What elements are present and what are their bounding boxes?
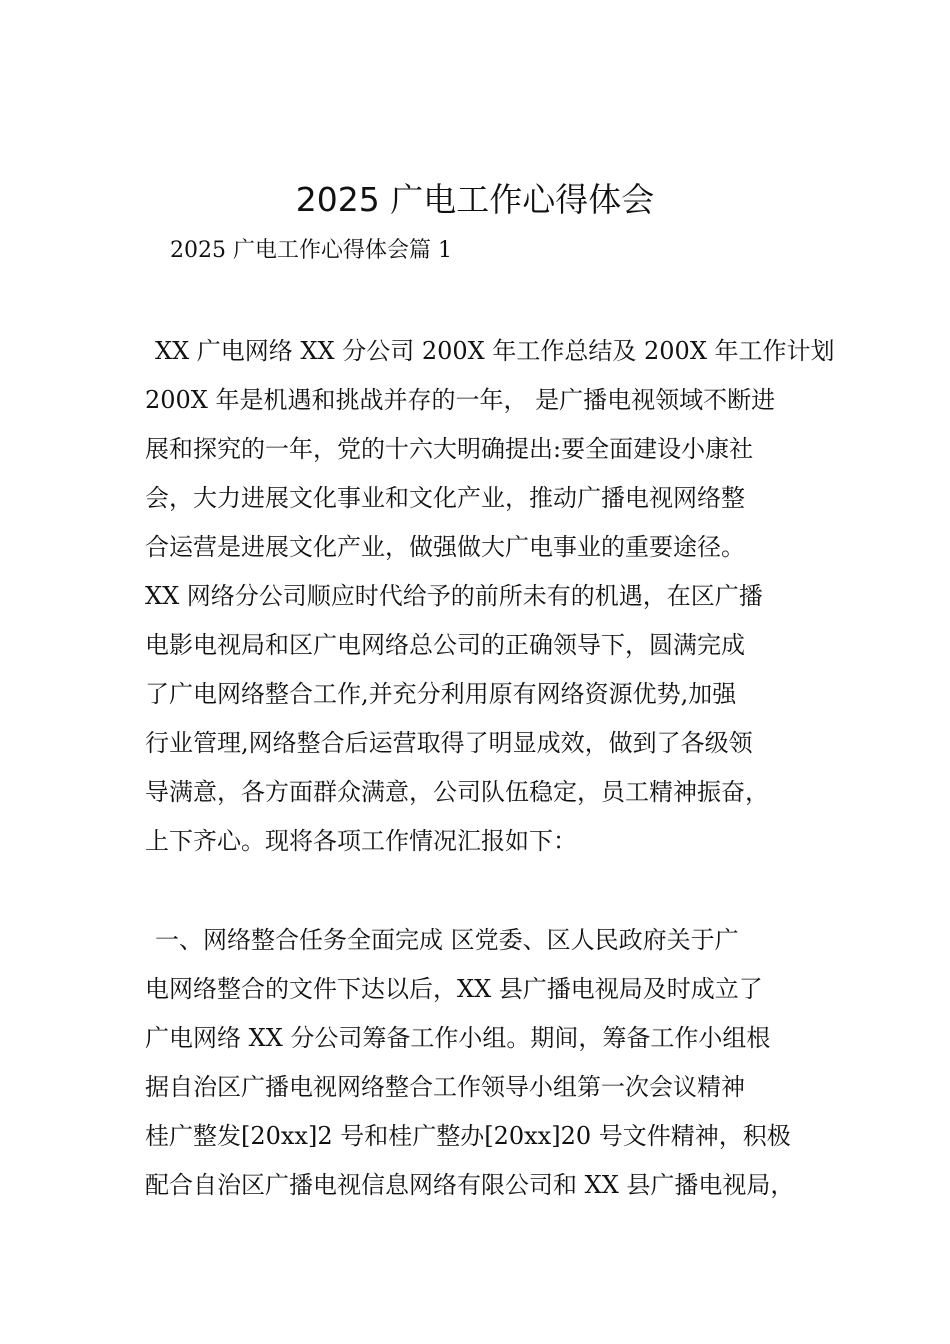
paragraph-line: 上下齐心。现将各项工作情况汇报如下： <box>145 827 577 855</box>
paragraph-2 <box>145 916 825 1210</box>
paragraph-line: 合运营是进展文化产业，做强做大广电事业的重要途径。 <box>145 533 745 561</box>
paragraph-line: 一、网络整合任务全面完成 区党委、区人民政府关于广 <box>155 926 739 954</box>
paragraph-line: 桂广整发[20xx]2 号和桂广整办[20xx]20 号文件精神，积极 <box>145 1122 791 1150</box>
paragraph-1 <box>145 327 835 866</box>
paragraph-line: 电影电视局和区广电网络总公司的正确领导下，圆满完成 <box>145 631 745 659</box>
paragraph-line: XX 广电网络 XX 分公司 200X 年工作总结及 200X 年工作计划 <box>155 337 835 365</box>
document-subtitle: 2025 广电工作心得体会篇 1 <box>170 238 452 263</box>
paragraph-line: 会，大力进展文化事业和文化产业，推动广播电视网络整 <box>145 484 745 512</box>
paragraph-line: XX 网络分公司顺应时代给予的前所未有的机遇，在区广播 <box>145 582 763 610</box>
document-title: 2025 广电工作心得体会 <box>295 180 655 219</box>
paragraph-line: 了广电网络整合工作,并充分利用原有网络资源优势,加强 <box>145 680 737 708</box>
paragraph-line: 据自治区广播电视网络整合工作领导小组第一次会议精神 <box>145 1073 745 1101</box>
paragraph-line: 展和探究的一年，党的十六大明确提出:要全面建设小康社 <box>145 435 754 463</box>
paragraph-line: 行业管理,网络整合后运营取得了明显成效，做到了各级领 <box>145 729 753 757</box>
paragraph-line: 导满意，各方面群众满意，公司队伍稳定，员工精神振奋， <box>145 778 769 806</box>
paragraph-line: 200X 年是机遇和挑战并存的一年， 是广播电视领域不断进 <box>145 386 776 414</box>
paragraph-line: 电网络整合的文件下达以后，XX 县广播电视局及时成立了 <box>145 975 763 1003</box>
paragraph-line: 广电网络 XX 分公司筹备工作小组。期间，筹备工作小组根 <box>145 1024 771 1052</box>
paragraph-line: 配合自治区广播电视信息网络有限公司和 XX 县广播电视局， <box>145 1171 795 1199</box>
